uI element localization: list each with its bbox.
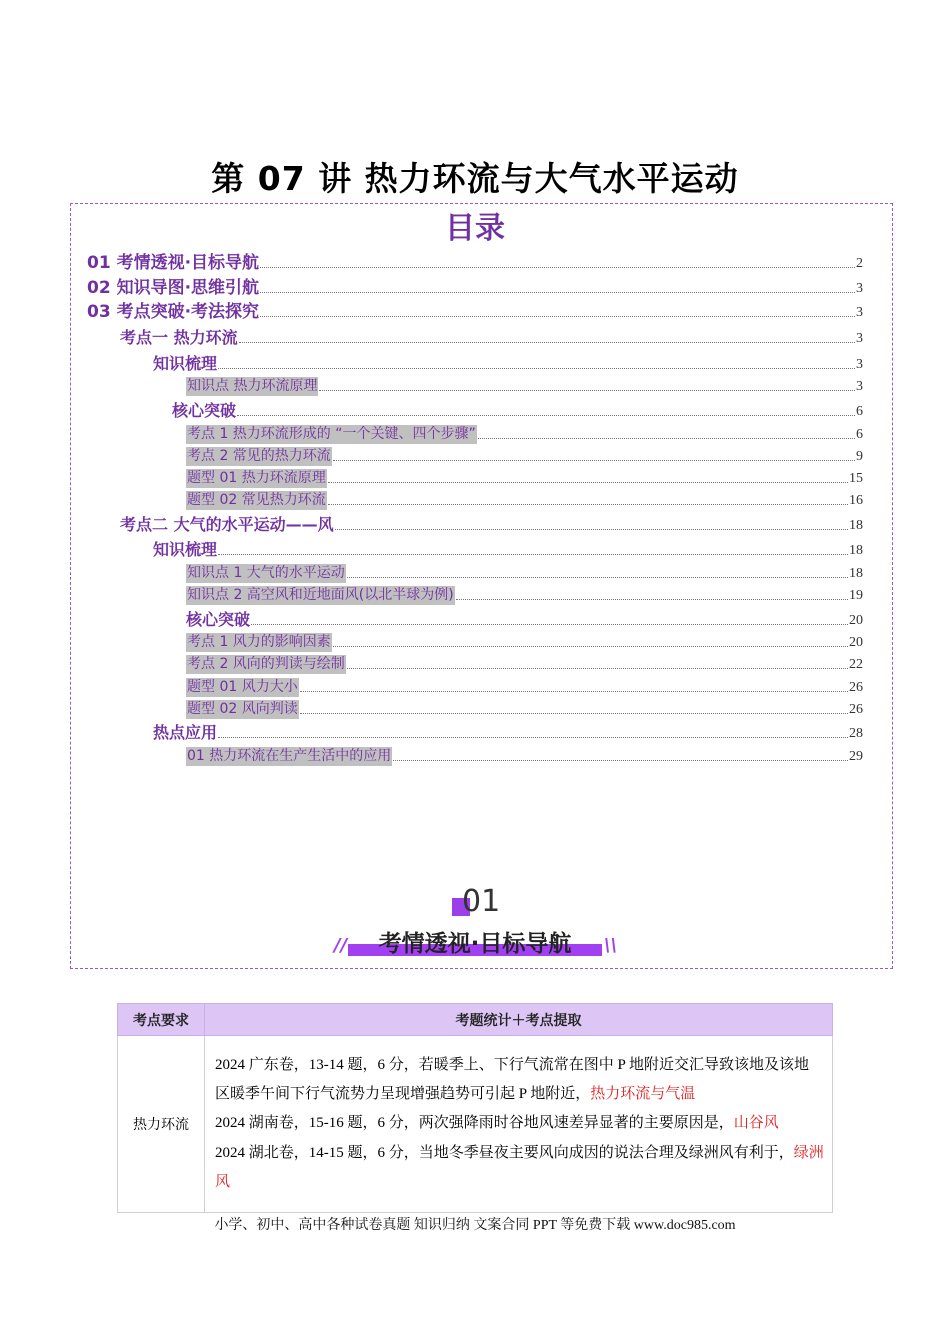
table-category-cell: 热力环流: [118, 1036, 205, 1213]
toc-entry-page: 3: [856, 357, 863, 372]
toc-entry-page: 22: [849, 657, 863, 672]
toc-entry-page: 29: [849, 749, 863, 764]
toc-entry[interactable]: [186, 444, 863, 466]
toc-entry-page: 9: [856, 449, 863, 464]
toc-leader: [456, 599, 848, 600]
exam-item-text: 2024 广东卷，13-14 题，6 分，若暖季上、下行气流常在图中 P 地附近交汇导致该地及该地区暖季午间下行气流势力呈现增强趋势可引起 P 地附近，: [215, 1056, 810, 1103]
toc-entry-page: 6: [856, 404, 863, 419]
toc-leader: [260, 292, 855, 293]
toc-entry-label: 题型 02 常见热力环流: [187, 492, 326, 508]
toc-heading: 目录: [445, 211, 505, 246]
toc-entry[interactable]: [186, 744, 863, 766]
toc-leader: [300, 713, 848, 714]
toc-entry-label: 考点 1 风力的影响因素: [187, 634, 331, 650]
exam-stats-table: [117, 1003, 833, 1213]
toc-entry-label: 知识梳理: [153, 354, 218, 373]
exam-item: [215, 1139, 824, 1198]
toc-entry-label: 考点 2 风向的判读与绘制: [187, 656, 345, 672]
toc-entry-page: 19: [849, 588, 863, 603]
toc-entry-page: 20: [849, 613, 863, 628]
toc-entry-page: 3: [856, 331, 863, 346]
exam-item-keyword: 热力环流与气温: [590, 1086, 696, 1103]
toc-entry[interactable]: [87, 300, 863, 322]
exam-item-keyword: 绿洲风: [215, 1144, 824, 1190]
exam-item: [215, 1109, 824, 1138]
exam-item-text: 2024 湖南卷，15-16 题，6 分，两次强降雨时谷地风速差异显著的主要原因是，: [215, 1115, 734, 1132]
exam-item-keyword: 山谷风: [733, 1115, 779, 1132]
toc-entry[interactable]: [186, 652, 863, 674]
toc-entry-page: 16: [849, 493, 863, 508]
toc-entry[interactable]: [186, 466, 863, 488]
toc-entry[interactable]: [186, 630, 863, 652]
page-footer[interactable]: 小学、初中、高中各种试卷真题 知识归纳 文案合同 PPT 等免费下载 www.doc985.com: [214, 1218, 736, 1233]
right-slash-decoration: \\: [604, 935, 618, 956]
toc-entry[interactable]: [186, 561, 863, 583]
toc-entry[interactable]: [87, 251, 863, 273]
toc-entry-page: 20: [849, 635, 863, 650]
toc-entry[interactable]: [172, 399, 863, 421]
toc-entry-page: 3: [856, 305, 863, 320]
toc-entry-label: 考点 1 热力环流形成的 “一个关键、四个步骤”: [187, 426, 476, 442]
toc-entry-page: 26: [849, 680, 863, 695]
toc-leader: [347, 577, 848, 578]
toc-leader: [328, 482, 848, 483]
toc-entry[interactable]: [120, 513, 863, 535]
section-number: 01: [462, 884, 501, 919]
toc-entry-page: 28: [849, 726, 863, 741]
toc-leader: [218, 554, 848, 555]
table-header: 考题统计＋考点提取: [205, 1004, 833, 1036]
toc-leader: [260, 316, 855, 317]
toc-leader: [251, 624, 848, 625]
toc-entry[interactable]: [186, 583, 863, 605]
toc-leader: [328, 504, 848, 505]
toc-entry-label: 知识点 热力环流原理: [187, 378, 318, 394]
toc-entry[interactable]: [153, 721, 863, 743]
toc-entry-label: 考点一 热力环流: [120, 328, 238, 347]
table-header: 考点要求: [118, 1004, 205, 1036]
toc-entry-page: 6: [856, 427, 863, 442]
table-description-cell: [205, 1036, 833, 1213]
toc-entry-label: 题型 02 风向判读: [187, 701, 298, 717]
toc-leader: [218, 737, 848, 738]
toc-entry[interactable]: [87, 276, 863, 298]
toc-leader: [239, 342, 855, 343]
toc-entry-page: 18: [849, 518, 863, 533]
toc-leader: [335, 529, 848, 530]
toc-entry-label: 核心突破: [172, 401, 237, 420]
toc-leader: [218, 368, 855, 369]
toc-entry-page: 18: [849, 566, 863, 581]
exam-item: [215, 1051, 824, 1110]
table-header-row: [118, 1004, 833, 1036]
toc-leader: [237, 415, 855, 416]
toc-entry-label: 考点二 大气的水平运动——风: [120, 515, 334, 534]
toc-entry-label: 核心突破: [186, 610, 251, 629]
toc-entry-page: 3: [856, 281, 863, 296]
toc-leader: [260, 267, 855, 268]
toc-leader: [333, 460, 855, 461]
toc-entry-label: 知识点 1 大气的水平运动: [187, 565, 345, 581]
toc-entry-page: 3: [856, 379, 863, 394]
toc-entry-page: 2: [856, 256, 863, 271]
left-slash-decoration: //: [334, 935, 348, 956]
toc-entry-label: 知识点 2 高空风和近地面风(以北半球为例): [187, 587, 454, 603]
toc-entry-label: 考点 2 常见的热力环流: [187, 448, 331, 464]
toc-entry[interactable]: [186, 374, 863, 396]
toc-entry-page: 15: [849, 471, 863, 486]
toc-entry[interactable]: [186, 608, 863, 630]
toc-entry-label: 03 考点突破·考法探究: [87, 302, 260, 322]
toc-entry[interactable]: [186, 422, 863, 444]
toc-entry[interactable]: [120, 326, 863, 348]
table-row: [118, 1036, 833, 1213]
toc-entry[interactable]: [153, 352, 863, 374]
toc-entry-label: 02 知识导图·思维引航: [87, 278, 260, 298]
toc-entry-page: 18: [849, 543, 863, 558]
toc-entry-label: 热点应用: [153, 723, 218, 742]
toc-leader: [333, 646, 848, 647]
toc-leader: [319, 390, 855, 391]
exam-item-text: 2024 湖北卷，14-15 题，6 分，当地冬季昼夜主要风向成因的说法合理及绿洲风有利于，: [215, 1144, 794, 1161]
toc-entry[interactable]: [186, 697, 863, 719]
toc-leader: [347, 668, 848, 669]
page-title: 第 07 讲 热力环流与大气水平运动: [211, 159, 739, 198]
toc-entry-label: 01 考情透视·目标导航: [87, 253, 260, 273]
toc-entry-label: 题型 01 风力大小: [187, 679, 298, 695]
toc-entry-label: 01 热力环流在生产生活中的应用: [187, 748, 392, 764]
toc-entry-label: 知识梳理: [153, 540, 218, 559]
toc-entry[interactable]: [153, 538, 863, 560]
toc-entry[interactable]: [186, 488, 863, 510]
toc-entry-label: 题型 01 热力环流原理: [187, 470, 326, 486]
toc-entry-page: 26: [849, 702, 863, 717]
section-title: 考情透视·目标导航: [378, 931, 572, 957]
toc-leader: [478, 438, 855, 439]
toc-entry[interactable]: [186, 675, 863, 697]
toc-leader: [300, 691, 848, 692]
toc-leader: [393, 760, 848, 761]
